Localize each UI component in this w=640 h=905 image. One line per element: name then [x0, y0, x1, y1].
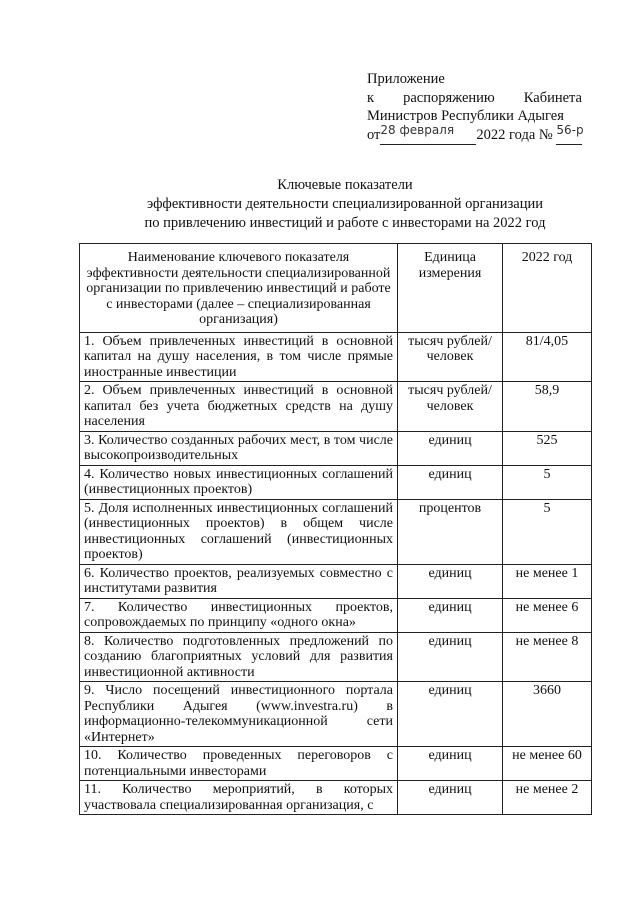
title-line-2: эффективности деятельности специализированной организации [146, 196, 544, 212]
indicator-unit: единиц [398, 747, 503, 781]
indicator-value: 3660 [503, 682, 592, 747]
indicator-unit: единиц [398, 682, 503, 747]
indicator-value: 5 [503, 465, 592, 499]
indicator-name: 3. Количество созданных рабочих мест, в том числе высокопроизводительных [80, 431, 398, 465]
year-text: 2022 года № [476, 126, 553, 143]
title-line-1: Ключевые показатели [277, 177, 413, 193]
appendix-reference-line [367, 89, 582, 108]
table-row [80, 465, 592, 499]
indicator-value: не менее 8 [503, 632, 592, 682]
indicator-unit: единиц [398, 465, 503, 499]
table-row [80, 598, 592, 632]
table-row [80, 499, 592, 564]
indicator-name: 10. Количество проведенных переговоров с потенциальными инвесторами [80, 747, 398, 781]
indicator-value: не менее 2 [503, 781, 592, 815]
indicator-unit: тысяч рублей/человек [398, 382, 503, 432]
date-field [380, 122, 476, 146]
indicator-name: 7. Количество инвестиционных проектов, сопровождаемых по принципу «одного окна» [80, 598, 398, 632]
handwritten-date: 28 февраля [380, 122, 455, 137]
indicator-unit: единиц [398, 632, 503, 682]
indicator-name: 9. Число посещений инвестиционного портала Республики Адыгея (www.investra.ru) в информационно-телекоммуникационной сети «Интернет» [80, 682, 398, 747]
table-row [80, 382, 592, 432]
indicator-name: 6. Количество проектов, реализуемых совместно с институтами развития [80, 564, 398, 598]
indicator-name: 2. Объем привлеченных инвестиций в основной капитал без учета бюджетных средств на душу населения [80, 382, 398, 432]
indicator-name: 1. Объем привлеченных инвестиций в основной капитал на душу населения, в том числе прямые иностранные инвестиции [80, 332, 398, 382]
table-row [80, 632, 592, 682]
number-field [556, 122, 584, 146]
table-row [80, 781, 592, 815]
indicator-name: 4. Количество новых инвестиционных соглашений (инвестиционных проектов) [80, 465, 398, 499]
appendix-block [367, 70, 582, 145]
handwritten-number: 56-р [556, 122, 584, 137]
table-row [80, 564, 592, 598]
header-indicator-name: Наименование ключевого показателя эффективности деятельности специализированной организации по привлечению инвестиций и работе с инвесторами (далее – специализированная организация) [80, 244, 398, 333]
header-year: 2022 год [503, 244, 592, 333]
header-unit: Единица измерения [398, 244, 503, 333]
table-row [80, 431, 592, 465]
table-header-row [80, 244, 592, 333]
appendix-preposition: к [367, 89, 375, 106]
title-line-3: по привлечению инвестиций и работе с инвесторами на 2022 год [144, 215, 546, 231]
indicator-unit: единиц [398, 564, 503, 598]
indicator-unit: процентов [398, 499, 503, 564]
appendix-heading: Приложение [367, 71, 445, 87]
indicator-name: 5. Доля исполненных инвестиционных соглашений (инвестиционных проектов) в общем числе инвестиционных соглашений (инвестиционных проектов) [80, 499, 398, 564]
indicators-table [79, 243, 592, 815]
indicator-value: не менее 1 [503, 564, 592, 598]
indicator-value: 5 [503, 499, 592, 564]
indicator-value: не менее 60 [503, 747, 592, 781]
appendix-order-word: распоряжению [403, 89, 495, 106]
indicator-unit: единиц [398, 781, 503, 815]
appendix-ministers-line: Министров Республики Адыгея [367, 108, 564, 124]
indicator-unit: тысяч рублей/человек [398, 332, 503, 382]
indicator-name: 11. Количество мероприятий, в которых участвовала специализированная организация, с [80, 781, 398, 815]
indicator-value: 58,9 [503, 382, 592, 432]
document-title [100, 176, 590, 233]
indicator-unit: единиц [398, 431, 503, 465]
indicator-unit: единиц [398, 598, 503, 632]
table-row [80, 682, 592, 747]
appendix-date-line [367, 122, 584, 146]
indicator-value: 525 [503, 431, 592, 465]
indicator-value: не менее 6 [503, 598, 592, 632]
table-row [80, 332, 592, 382]
indicator-name: 8. Количество подготовленных предложений по созданию благоприятных условий для развития инвестиционной активности [80, 632, 398, 682]
table-row [80, 747, 592, 781]
indicator-value: 81/4,05 [503, 332, 592, 382]
date-prefix: от [367, 126, 381, 143]
appendix-cabinet-word: Кабинета [523, 89, 582, 106]
